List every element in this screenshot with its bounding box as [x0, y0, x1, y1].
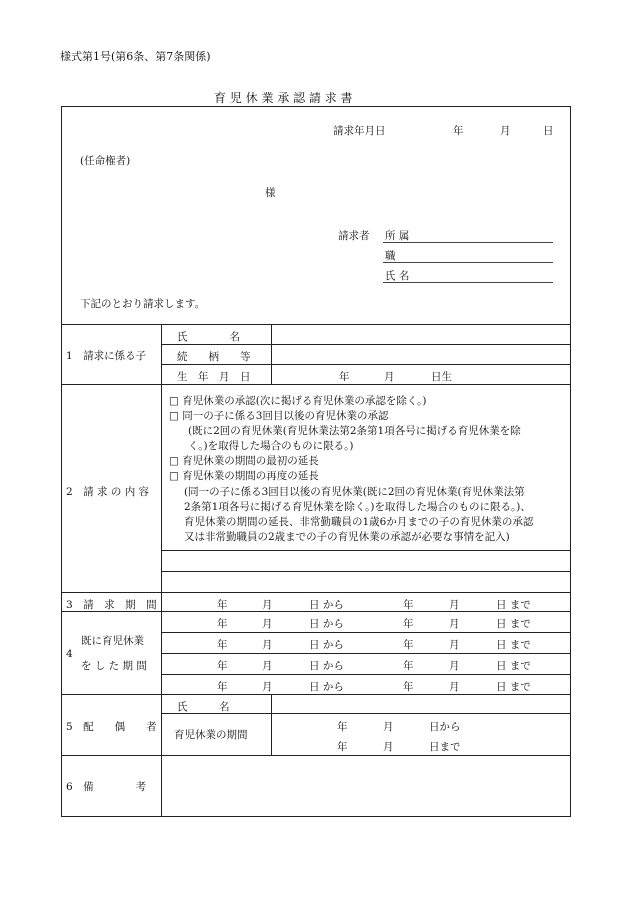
sec4-r4-to-day: 日 まで — [496, 681, 531, 693]
divider-sec3-top — [61, 592, 571, 593]
sec4-r3-to-day: 日 まで — [496, 660, 531, 672]
sec4-r3-from-day: 日 から — [309, 660, 344, 672]
request-date-label: 請求年月日 — [333, 125, 386, 137]
sec4-r2-from-month: 月 — [262, 639, 273, 651]
sec4-r2-to-day: 日 まで — [496, 639, 531, 651]
sec1-row-line-1 — [161, 344, 571, 345]
name-line[interactable] — [383, 282, 553, 283]
request-date-year: 年 — [453, 125, 464, 137]
sec4-r1-to-month: 月 — [449, 618, 460, 630]
spouse-period-label: 育児休業の期間 — [174, 729, 248, 741]
option-third-approval[interactable]: □ 同一の子に係る3回目以後の育児休業の承認 — [169, 410, 389, 422]
sec4-r3-to-month: 月 — [449, 660, 460, 672]
birth-month: 月 — [384, 371, 395, 383]
sec4-r4-to-year: 年 — [403, 681, 414, 693]
note-line3: 育児休業の期間の延長、非常勤職員の1歳6か月までの子の育児休業の承認 — [184, 516, 534, 528]
position-line[interactable] — [383, 262, 553, 263]
spouse-from-day: 日から — [429, 721, 461, 733]
divider-sec2-top — [61, 384, 571, 385]
position-label: 職 — [385, 250, 396, 262]
spouse-to-month: 月 — [383, 741, 394, 753]
affiliation-label: 所 属 — [385, 230, 410, 242]
sec3-from-day: 日 から — [309, 599, 344, 611]
divider-sec1-top — [61, 324, 571, 325]
birth-day: 日生 — [431, 371, 452, 383]
sec4-label-line2: を し た 期 間 — [81, 660, 147, 672]
sec4-r2-to-year: 年 — [403, 639, 414, 651]
sama-label: 様 — [265, 187, 276, 199]
sec2-write-line-2[interactable] — [161, 571, 571, 572]
request-date-day: 日 — [543, 125, 554, 137]
sec4-r2-from-day: 日 から — [309, 639, 344, 651]
divider-sec6-top — [61, 755, 571, 756]
sec1-sub-divider — [271, 324, 272, 384]
sec4-r2-to-month: 月 — [449, 639, 460, 651]
sec4-r1-from-year: 年 — [217, 618, 228, 630]
sec1-row-line-2 — [161, 364, 571, 365]
sec4-r1-to-year: 年 — [403, 618, 414, 630]
spouse-to-year: 年 — [337, 741, 348, 753]
spouse-to-day: 日まで — [429, 741, 461, 753]
form-number: 様式第1号(第6条、第7条関係) — [60, 50, 211, 63]
sec3-from-year: 年 — [217, 599, 228, 611]
sec6-label: 6 備 考 — [66, 781, 147, 793]
birth-year: 年 — [339, 371, 350, 383]
appointer-label: (任命権者) — [80, 155, 131, 167]
form-title: 育 児 休 業 承 認 請 求 書 — [214, 91, 353, 105]
sec4-row-line-1 — [161, 632, 571, 633]
sec4-r3-from-month: 月 — [262, 660, 273, 672]
child-name-label: 氏 名 — [177, 331, 240, 343]
sec4-row-line-2 — [161, 653, 571, 654]
sec3-from-month: 月 — [262, 599, 273, 611]
sec4-r3-to-year: 年 — [403, 660, 414, 672]
option-first-extension[interactable]: □ 育児休業の期間の最初の延長 — [169, 455, 319, 467]
sec4-number: 4 — [66, 648, 73, 660]
sec3-label: 3 請 求 期 間 — [66, 599, 157, 611]
sec4-label-line1: 既に育児休業 — [81, 635, 144, 647]
remarks-area[interactable] — [163, 757, 569, 815]
sec2-write-line-1[interactable] — [161, 550, 571, 551]
divider-sec5-top — [61, 694, 571, 695]
sec4-r1-from-day: 日 から — [309, 618, 344, 630]
sec1-label: 1 請求に係る子 — [66, 350, 147, 362]
option-second-extension[interactable]: □ 育児休業の期間の再度の延長 — [169, 470, 319, 482]
affiliation-line[interactable] — [383, 242, 553, 243]
sec2-label: 2 請 求 の 内 容 — [66, 486, 150, 498]
sec4-r4-from-year: 年 — [217, 681, 228, 693]
spouse-name-label: 氏 名 — [177, 701, 230, 713]
note-line4: 又は非常勤職員の2歳までの子の育児休業の承認が必要な事情を記入) — [184, 531, 510, 543]
sec4-r2-from-year: 年 — [217, 639, 228, 651]
sec3-to-month: 月 — [449, 599, 460, 611]
sec5-label: 5 配 偶 者 — [66, 721, 157, 733]
sec3-to-year: 年 — [403, 599, 414, 611]
request-date-month: 月 — [500, 125, 511, 137]
sec4-r4-from-month: 月 — [262, 681, 273, 693]
sec4-row-line-3 — [161, 674, 571, 675]
name-label: 氏 名 — [385, 270, 410, 282]
requester-label: 請求者 — [338, 230, 370, 242]
sec4-r3-from-year: 年 — [217, 660, 228, 672]
statement: 下記のとおり請求します。 — [80, 298, 206, 310]
child-relation-label: 続 柄 等 — [177, 351, 251, 363]
spouse-from-month: 月 — [383, 721, 394, 733]
option-approval[interactable]: □ 育児休業の承認(次に掲げる育児休業の承認を除く。) — [169, 395, 427, 407]
sec3-to-day: 日 まで — [496, 599, 531, 611]
option2-note-line2: く。)を取得した場合のものに限る。) — [188, 440, 354, 452]
option2-note-line1: (既に2回の育児休業(育児休業法第2条第1項各号に掲げる育児休業を除 — [188, 425, 521, 437]
sec4-r1-from-month: 月 — [262, 618, 273, 630]
sec5-sub-divider — [271, 694, 272, 755]
spouse-from-year: 年 — [337, 721, 348, 733]
sec4-r4-from-day: 日 から — [309, 681, 344, 693]
sec4-r4-to-month: 月 — [449, 681, 460, 693]
sec4-r1-to-day: 日 まで — [496, 618, 531, 630]
note-line1: (同一の子に係る3回目以後の育児休業(既に2回の育児休業(育児休業法第 — [184, 486, 525, 498]
note-line2: 2条第1項各号に掲げる育児休業を除く。)を取得した場合のものに限る。)、 — [184, 501, 531, 513]
child-birth-label: 生 年 月 日 — [177, 371, 251, 383]
